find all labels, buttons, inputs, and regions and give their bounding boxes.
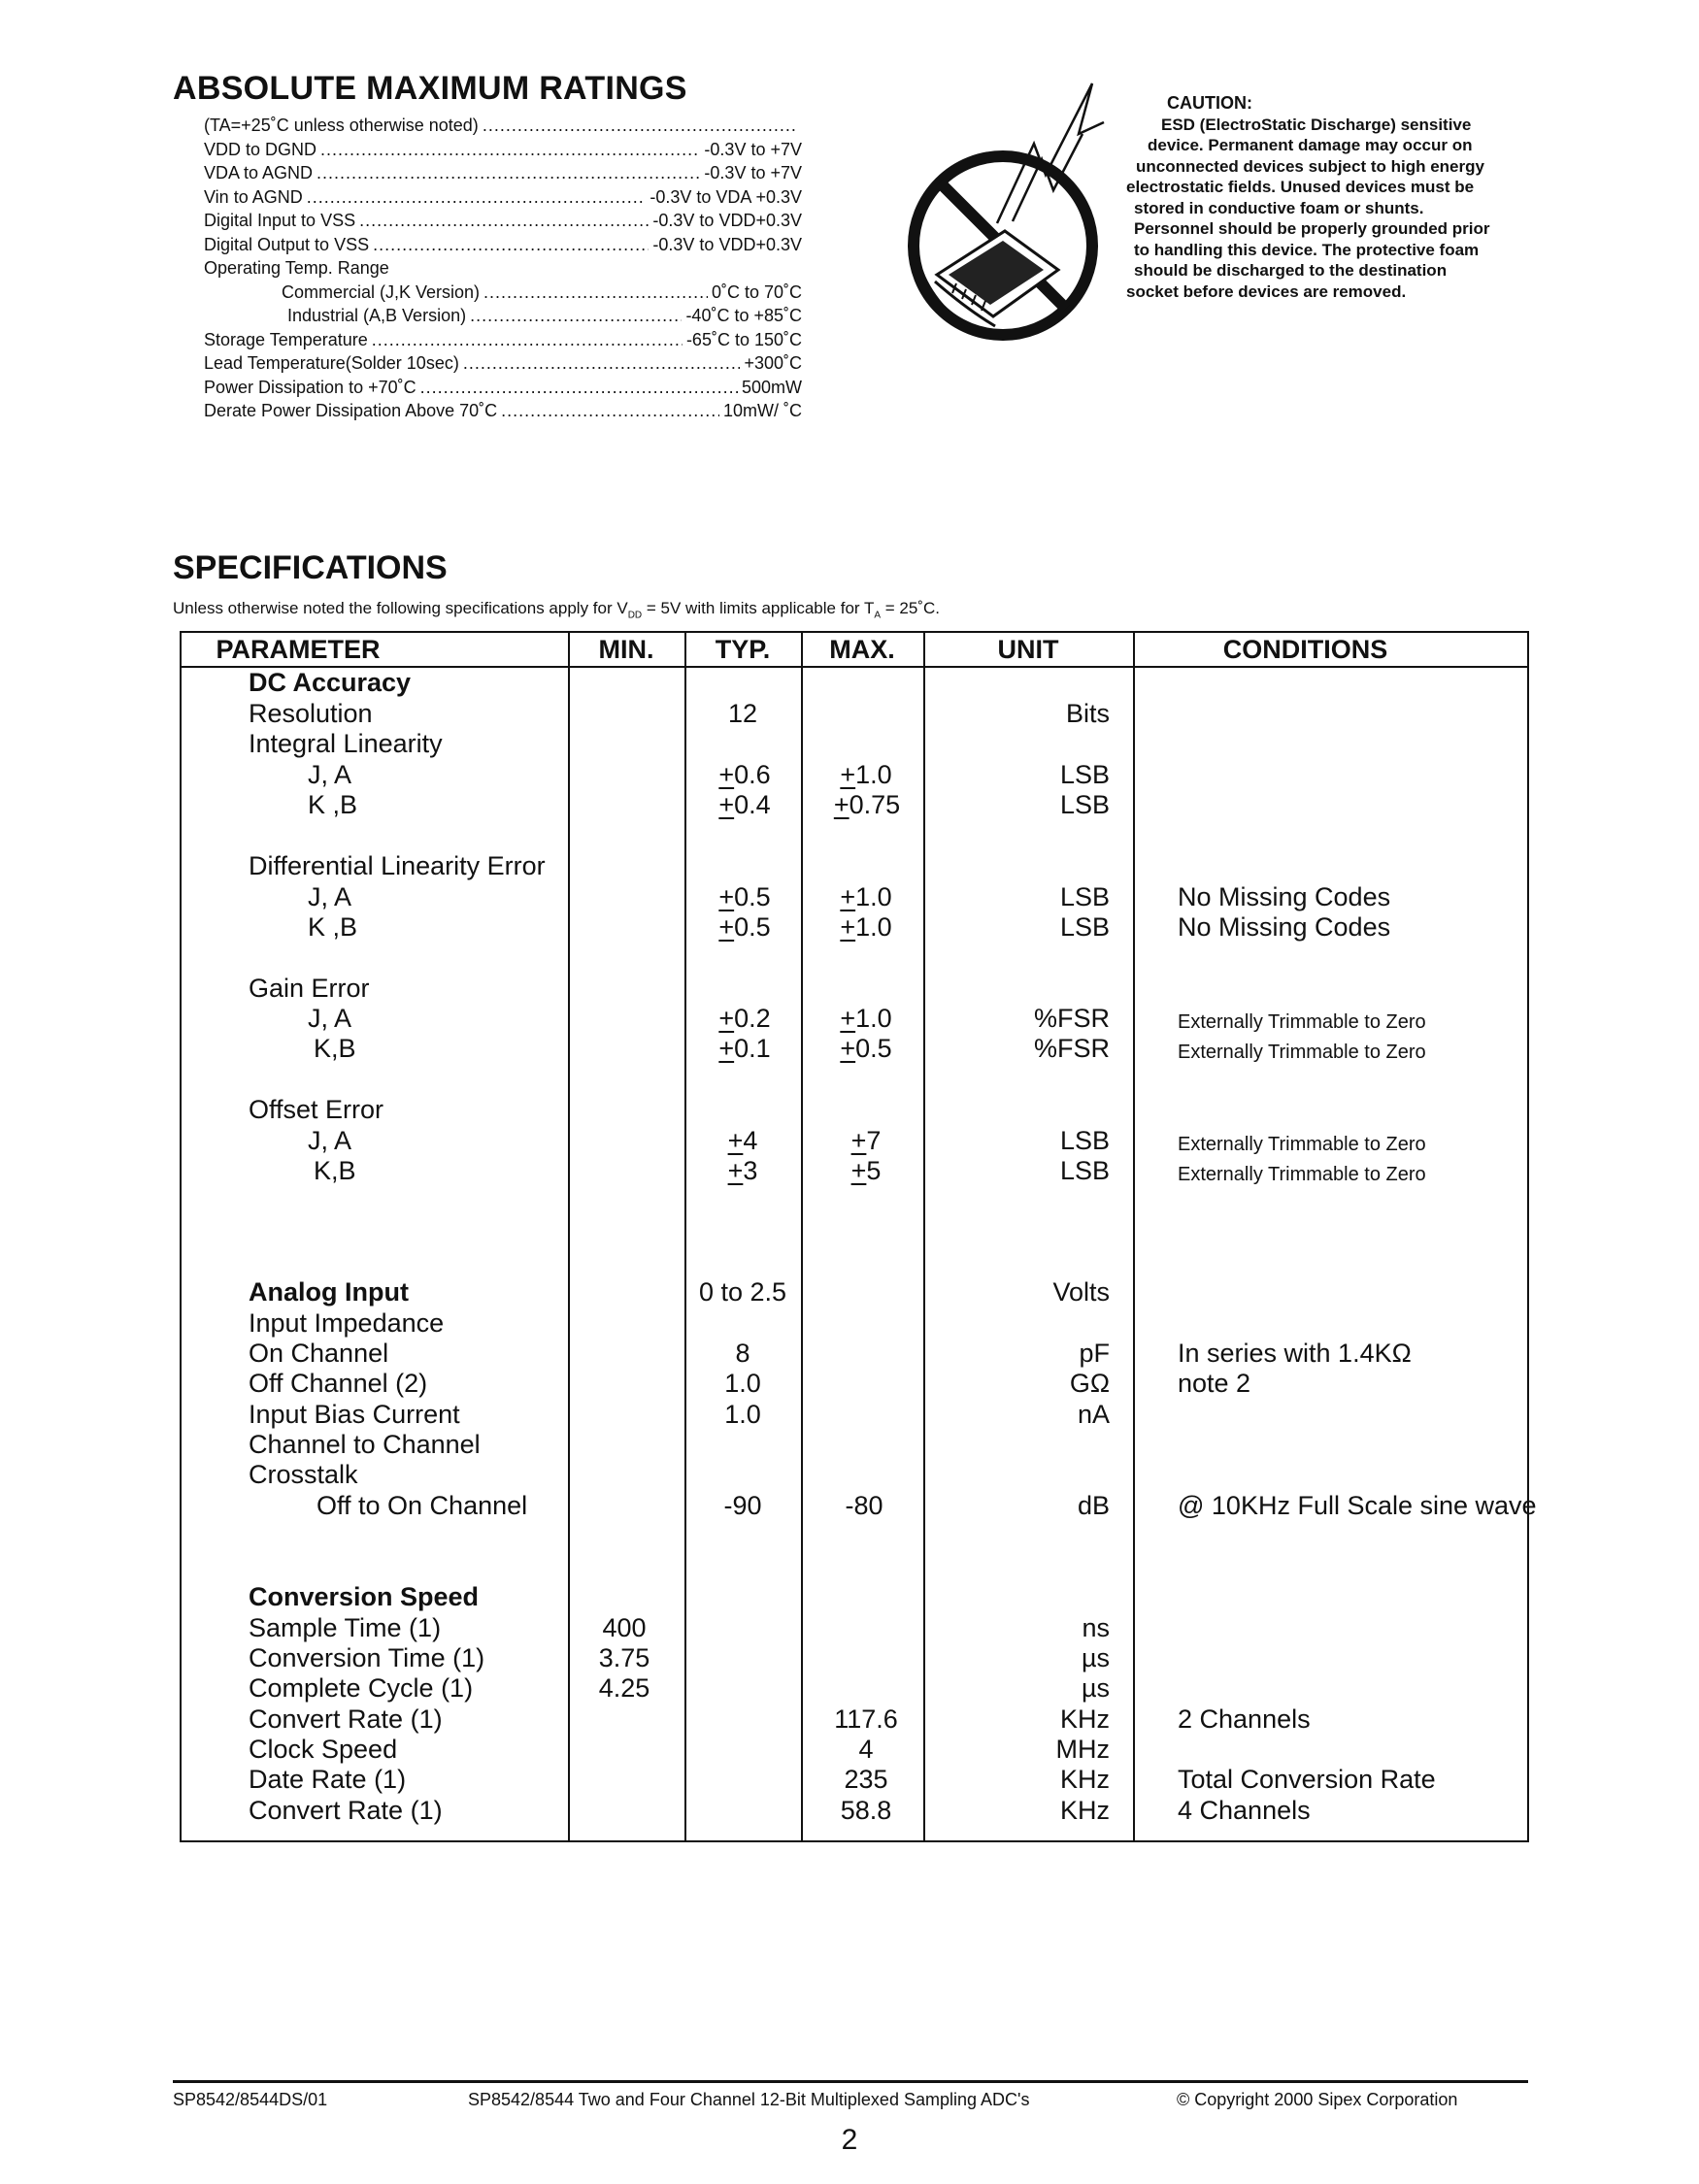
amr-value: -65˚C to 150˚C: [685, 329, 802, 349]
plus-minus-symbol: +: [840, 912, 856, 942]
value-unit: LSB: [1059, 882, 1110, 911]
amr-label: Derate Power Dissipation Above 70˚C: [204, 401, 498, 420]
caution-line: Personnel should be properly grounded prior: [1134, 219, 1490, 238]
header-parameter: PARAMETER: [216, 635, 381, 664]
amr-row: [204, 138, 802, 162]
value-typ: [718, 1004, 770, 1034]
caution-line: to handling this device. The protective foam: [1134, 240, 1480, 259]
value-min: 400: [602, 1613, 647, 1642]
param-offset-error: Offset Error: [249, 1095, 384, 1124]
plus-minus-symbol: +: [850, 1156, 867, 1185]
section-conversion-speed: Conversion Speed: [249, 1582, 480, 1611]
header-min: MIN.: [598, 635, 654, 664]
value-condition: note 2: [1178, 1369, 1251, 1398]
value-typ: 117.6: [834, 1704, 898, 1734]
param-convert-rate: Convert Rate (1): [249, 1704, 443, 1734]
amr-title: ABSOLUTE MAXIMUM RATINGS: [173, 70, 687, 107]
param-input-impedance: Input Impedance: [249, 1308, 445, 1338]
param-channel-to-channel: Channel to Channel: [249, 1430, 481, 1459]
param-off-to-on-channel: Off to On Channel: [316, 1491, 528, 1520]
value-unit: LSB: [1059, 912, 1110, 942]
amr-row: [204, 304, 802, 328]
note-subscript: A: [874, 610, 882, 621]
param-conversion-time: Conversion Time (1): [249, 1643, 485, 1672]
value-typ: [718, 912, 770, 943]
value-condition: No Missing Codes: [1178, 912, 1391, 942]
grade-ja: J, A: [308, 1126, 352, 1155]
value-unit: ns: [1082, 1613, 1110, 1642]
param-resolution: Resolution: [249, 699, 373, 728]
value-number: 0.4: [734, 790, 771, 819]
amr-op-temp-row: [204, 256, 802, 281]
plus-minus-symbol: +: [718, 1034, 735, 1063]
amr-value: -0.3V to VDD+0.3V: [652, 211, 802, 230]
param-clock-speed: Clock Speed: [249, 1735, 398, 1764]
plus-minus-symbol: +: [718, 790, 735, 819]
plus-minus-symbol: +: [718, 760, 735, 789]
param-complete-cycle: Complete Cycle (1): [249, 1673, 474, 1703]
value-typ: 1.0: [724, 1369, 761, 1398]
value-unit: KHz: [1059, 1796, 1110, 1825]
caution-line: electrostatic fields. Unused devices must be: [1126, 178, 1475, 196]
value-typ: 4: [858, 1735, 874, 1764]
amr-row: [204, 281, 802, 305]
value-unit: µs: [1081, 1673, 1110, 1703]
grade-kb: K,B: [314, 1034, 356, 1063]
grade-ja: J, A: [308, 760, 352, 789]
amr-label: Storage Temperature: [204, 329, 368, 349]
amr-label: Industrial (A,B Version): [287, 306, 467, 325]
amr-row: [204, 185, 802, 210]
value-number: 4: [743, 1126, 758, 1155]
caution-line: unconnected devices subject to high energy: [1136, 156, 1484, 176]
value-max: [840, 912, 891, 943]
amr-value: 500mW: [741, 377, 802, 397]
value-typ: 8: [735, 1339, 750, 1368]
footer-doc-id: SP8542/8544DS/01: [173, 2090, 328, 2109]
value-number: 1.0: [855, 912, 892, 942]
value-number: 5: [866, 1156, 882, 1185]
value-max: [840, 1004, 891, 1034]
amr-label: Operating Temp. Range: [204, 258, 389, 278]
amr-value: -0.3V to +7V: [704, 163, 802, 182]
value-condition: 4 Channels: [1178, 1796, 1311, 1825]
section-analog-input: Analog Input: [249, 1277, 409, 1307]
amr-value: -0.3V to +7V: [704, 139, 802, 159]
param-differential-linearity: Differential Linearity Error: [249, 851, 546, 880]
plus-minus-symbol: +: [718, 1004, 735, 1033]
note-text: = 5V with limits applicable for T: [642, 599, 875, 617]
page-number: 2: [841, 2124, 858, 2156]
param-sample-time: Sample Time (1): [249, 1613, 442, 1642]
value-min: 3.75: [598, 1643, 650, 1672]
value-condition: Total Conversion Rate: [1178, 1765, 1436, 1794]
value-min: 4.25: [598, 1673, 650, 1703]
amr-label: Digital Input to VSS: [204, 211, 356, 230]
param-integral-linearity: Integral Linearity: [249, 729, 443, 758]
plus-minus-symbol: +: [840, 760, 856, 789]
caution-line: stored in conductive foam or shunts.: [1134, 198, 1424, 217]
amr-condition-row: [204, 114, 802, 138]
param-off-channel: Off Channel (2): [249, 1369, 428, 1398]
value-unit: nA: [1077, 1400, 1110, 1429]
value-unit: LSB: [1059, 760, 1110, 789]
note-text: = 25˚C.: [881, 599, 940, 617]
amr-label: VDA to AGND: [204, 163, 314, 182]
amr-label: Commercial (J,K Version): [282, 281, 481, 302]
value-typ: [718, 882, 770, 912]
amr-value: +300˚C: [744, 353, 802, 373]
value-condition: In series with 1.4KΩ: [1178, 1339, 1412, 1368]
param-gain-error: Gain Error: [249, 974, 370, 1003]
header-unit: UNIT: [997, 635, 1059, 664]
plus-minus-symbol: +: [727, 1126, 744, 1155]
value-unit: GΩ: [1069, 1369, 1110, 1398]
grade-kb: K ,B: [308, 912, 358, 942]
note-text: Unless otherwise noted the following specifications apply for V: [173, 599, 628, 617]
value-typ: 235: [844, 1765, 888, 1794]
value-unit: %FSR: [1033, 1004, 1110, 1033]
grade-kb: K,B: [314, 1156, 356, 1185]
value-unit: dB: [1077, 1491, 1110, 1520]
value-unit: %FSR: [1033, 1034, 1110, 1063]
amr-row: [204, 328, 802, 352]
value-number: 1.0: [855, 1004, 892, 1033]
plus-minus-symbol: +: [840, 1004, 856, 1033]
amr-row: [204, 351, 802, 376]
value-max: [840, 882, 891, 912]
plus-minus-symbol: +: [833, 790, 850, 819]
caution-line: should be discharged to the destination: [1134, 261, 1448, 280]
value-unit: KHz: [1059, 1765, 1110, 1794]
amr-value: -40˚C to +85˚C: [685, 306, 802, 325]
amr-list: [204, 114, 802, 423]
value-max: -80: [845, 1491, 883, 1520]
value-number: 1.0: [855, 760, 892, 789]
caution-line: device. Permanent damage may occur on: [1148, 136, 1473, 154]
footer-divider: [173, 2080, 1528, 2083]
value-unit: KHz: [1059, 1704, 1110, 1734]
value-number: 0.5: [734, 882, 771, 911]
amr-value: 0˚C to 70˚C: [711, 281, 802, 302]
value-condition: Externally Trimmable to Zero: [1178, 1042, 1426, 1063]
param-input-bias-current: Input Bias Current: [249, 1400, 460, 1429]
amr-row: [204, 376, 802, 400]
value-condition: Externally Trimmable to Zero: [1178, 1011, 1426, 1033]
value-unit: LSB: [1059, 1156, 1110, 1185]
value-condition: 2 Channels: [1178, 1704, 1311, 1734]
value-typ: [718, 760, 770, 790]
amr-value: -0.3V to VDA +0.3V: [650, 186, 802, 207]
value-unit: Volts: [1052, 1277, 1110, 1307]
value-unit: µs: [1081, 1643, 1110, 1672]
value-condition: No Missing Codes: [1178, 882, 1391, 911]
specifications-title: SPECIFICATIONS: [173, 549, 448, 586]
value-max: [840, 760, 891, 790]
value-unit: Bits: [1065, 699, 1110, 728]
amr-label: Digital Output to VSS: [204, 234, 370, 254]
amr-row: [204, 209, 802, 233]
amr-label: Lead Temperature(Solder 10sec): [204, 353, 459, 373]
value-typ: [728, 1126, 758, 1156]
section-dc-accuracy: DC Accuracy: [249, 668, 412, 697]
plus-minus-symbol: +: [718, 882, 735, 911]
value-number: 0.5: [855, 1034, 892, 1063]
param-convert-rate: Convert Rate (1): [249, 1796, 443, 1825]
value-condition: Externally Trimmable to Zero: [1178, 1164, 1426, 1185]
esd-warning-icon: [888, 76, 1121, 357]
param-date-rate: Date Rate (1): [249, 1765, 407, 1794]
plus-minus-symbol: +: [840, 1034, 856, 1063]
footer-title: SP8542/8544 Two and Four Channel 12-Bit Multiplexed Sampling ADC's: [468, 2090, 1030, 2109]
value-max: [851, 1126, 882, 1156]
value-max: [851, 1156, 882, 1186]
value-number: 1.0: [855, 882, 892, 911]
header-max: MAX.: [829, 635, 895, 664]
grade-kb: K ,B: [308, 790, 358, 819]
amr-row: [204, 161, 802, 185]
value-typ: -90: [723, 1491, 762, 1520]
value-number: 0.6: [734, 760, 771, 789]
amr-value: -0.3V to VDD+0.3V: [652, 234, 802, 254]
caution-line: ESD (ElectroStatic Discharge) sensitive: [1161, 115, 1472, 134]
value-unit: LSB: [1059, 790, 1110, 819]
plus-minus-symbol: +: [727, 1156, 744, 1185]
value-unit: pF: [1079, 1339, 1110, 1368]
param-on-channel: On Channel: [249, 1339, 389, 1368]
specifications-table: [180, 631, 1537, 1842]
value-number: 0.2: [734, 1004, 771, 1033]
amr-condition: (TA=+25˚C unless otherwise noted): [204, 116, 479, 135]
value-typ: [718, 790, 770, 820]
value-unit: MHz: [1055, 1735, 1110, 1764]
caution-line: socket before devices are removed.: [1126, 281, 1407, 301]
plus-minus-symbol: +: [850, 1126, 867, 1155]
plus-minus-symbol: +: [718, 912, 735, 942]
amr-label: Vin to AGND: [204, 186, 303, 207]
specifications-note: [173, 599, 940, 620]
amr-row: [204, 233, 802, 257]
value-typ: 12: [727, 699, 758, 728]
grade-ja: J, A: [308, 1004, 352, 1033]
value-typ: [728, 1156, 758, 1186]
plus-minus-symbol: +: [840, 882, 856, 911]
grade-ja: J, A: [308, 882, 352, 911]
value-typ: 1.0: [724, 1400, 761, 1429]
caution-text: [1126, 93, 1534, 302]
value-number: 0.1: [734, 1034, 771, 1063]
value-typ: [718, 1034, 770, 1064]
amr-row: [204, 399, 802, 423]
header-conditions: CONDITIONS: [1222, 635, 1388, 664]
value-number: 3: [743, 1156, 758, 1185]
value-number: 7: [866, 1126, 882, 1155]
value-number: 0.5: [734, 912, 771, 942]
value-max: [840, 1034, 891, 1064]
value-typ: 0 to 2.5: [698, 1277, 787, 1307]
value-typ: 58.8: [840, 1796, 892, 1825]
value-condition: @ 10KHz Full Scale sine wave: [1178, 1491, 1537, 1520]
header-typ: TYP.: [715, 635, 771, 664]
footer-copyright: © Copyright 2000 Sipex Corporation: [1177, 2090, 1458, 2109]
amr-label: VDD to DGND: [204, 139, 317, 159]
value-condition: Externally Trimmable to Zero: [1178, 1134, 1426, 1155]
amr-value: 10mW/ ˚C: [723, 401, 802, 420]
caution-title: CAUTION:: [1167, 93, 1252, 113]
param-crosstalk: Crosstalk: [249, 1460, 358, 1489]
value-number: 0.75: [849, 790, 901, 819]
value-max: [834, 790, 900, 820]
note-subscript: DD: [627, 610, 643, 621]
value-unit: LSB: [1059, 1126, 1110, 1155]
amr-label: Power Dissipation to +70˚C: [204, 377, 416, 397]
